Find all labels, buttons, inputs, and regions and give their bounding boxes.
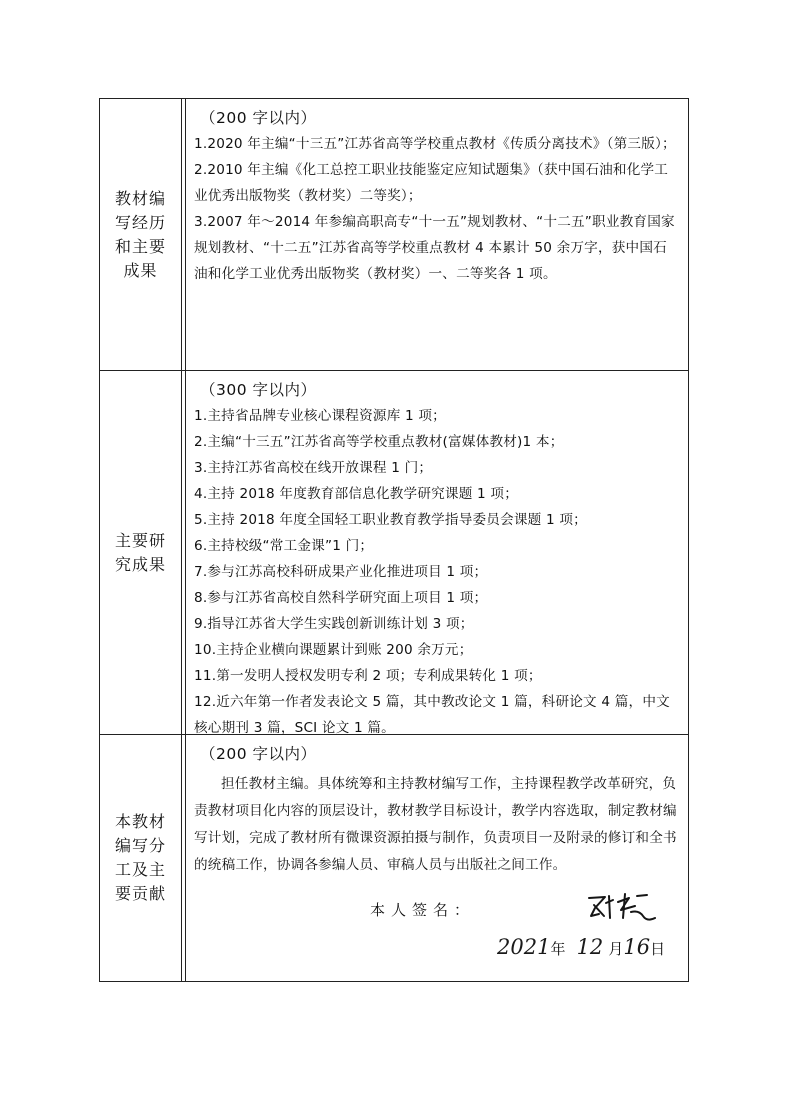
section-label: 主要研究成果 — [114, 530, 166, 574]
list-item: 1.2020 年主编“十三五”江苏省高等学校重点教材《传质分离技术》（第三版）； — [194, 136, 676, 152]
list-item: 3.2007 年～2014 年参编高职高专“十一五”规划教材、“十二五”职业教育国家规划教材、“十二五”江苏省高等学校重点教材 4 本累计 50 余万字，获中国石油和化学工业优秀出版物奖（教材奖）一、二等奖各 1 项。 — [194, 214, 675, 282]
word-limit: （300 字以内） — [200, 381, 317, 399]
section-label: 本教材编写分工及主要贡献 — [114, 812, 166, 903]
list-item: 2.2010 年主编《化工总控工职业技能鉴定应知试题集》（获中国石油和化学工业优秀出版物奖（教材奖）二等奖）； — [194, 162, 669, 204]
section-content — [185, 371, 688, 734]
section-research-results — [100, 371, 688, 735]
handwritten-signature — [585, 888, 657, 928]
list-item: 6.主持校级“常工金课”1 门； — [194, 538, 374, 554]
signature-label: 本人签名： — [370, 901, 476, 919]
form-table — [99, 98, 689, 982]
list-item: 10.主持企业横向课题累计到账 200 余万元； — [194, 642, 473, 658]
section-content — [185, 99, 688, 370]
contribution-paragraph: 担任教材主编。具体统筹和主持教材编写工作，主持课程教学改革研究，负责教材项目化内容的顶层设计，教材教学目标设计，教学内容选取，制定教材编写计划，完成了教材所有微课资源拍摄与制作，负责项目一及附录的修订和全书的统稿工作，协调各参编人员、审稿人员与出版社之间工作。 — [194, 776, 677, 873]
signature-date — [497, 935, 665, 975]
list-item: 2.主编“十三五”江苏省高等学校重点教材(富媒体教材)1 本； — [194, 434, 564, 450]
date-year: 2021 — [497, 935, 551, 959]
section-label-cell — [100, 371, 182, 734]
date-month: 12 — [576, 935, 604, 959]
list-item: 11.第一发明人授权发明专利 2 项；专利成果转化 1 项； — [194, 668, 542, 684]
section-textbook-writing — [100, 99, 688, 371]
section-label-cell — [100, 99, 182, 370]
section-label-cell — [100, 735, 182, 981]
list-item: 9.指导江苏省大学生实践创新训练计划 3 项； — [194, 616, 474, 632]
section-label: 教材编写经历和主要成果 — [114, 188, 166, 280]
list-item: 5.主持 2018 年度全国轻工职业教育教学指导委员会课题 1 项； — [194, 512, 587, 528]
date-month-unit: 月 — [608, 940, 624, 958]
date-day: 16 — [623, 935, 651, 959]
word-limit: （200 字以内） — [200, 109, 317, 127]
list-item: 12.近六年第一作者发表论文 5 篇，其中教改论文 1 篇，科研论文 4 篇，中文核心期刊 3 篇，SCI 论文 1 篇。 — [194, 694, 670, 736]
list-item: 7.参与江苏高校科研成果产业化推进项目 1 项； — [194, 564, 488, 580]
word-limit: （200 字以内） — [200, 745, 317, 763]
list-item: 8.参与江苏省高校自然科学研究面上项目 1 项； — [194, 590, 488, 606]
list-item: 4.主持 2018 年度教育部信息化教学研究课题 1 项； — [194, 486, 518, 502]
list-item: 3.主持江苏省高校在线开放课程 1 门； — [194, 460, 433, 476]
date-year-unit: 年 — [550, 940, 566, 958]
date-day-unit: 日 — [650, 940, 666, 958]
list-item: 1.主持省品牌专业核心课程资源库 1 项； — [194, 408, 446, 424]
